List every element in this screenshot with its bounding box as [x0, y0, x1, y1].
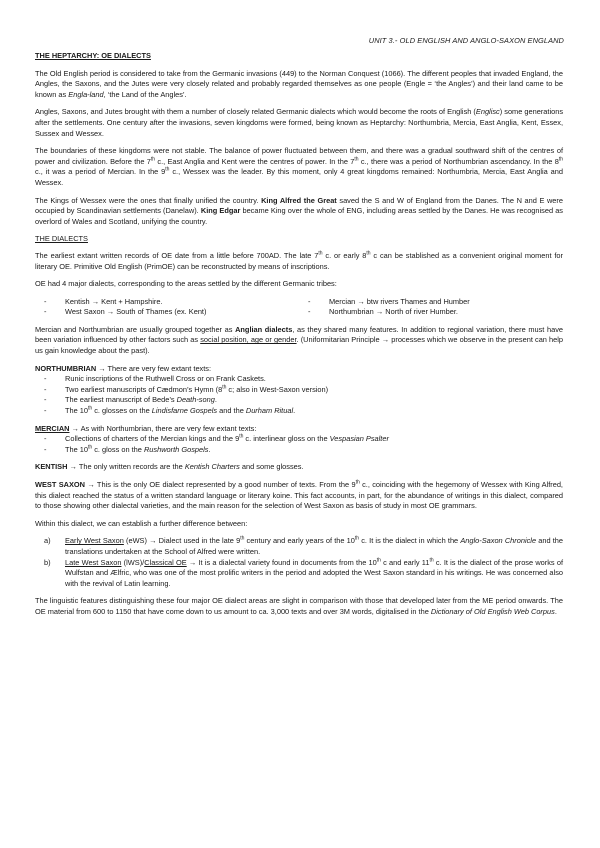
list-item: - Collections of charters of the Mercian kings and the 9th c. interlinear gloss on the Vespasian Psalter: [35, 434, 563, 445]
paragraph-four-dialects: OE had 4 major dialects, corresponding to the areas settled by the different Germanic tribes:: [35, 279, 337, 289]
paragraph-linguistic-features: The linguistic features distinguishing these four major OE dialect areas are slight in comparison with those that developed later from the ME period onwards. The OE material from 600 to 1150 that have come down to us amount to ca. 3,000 texts and over 3M words, digitalised in the Dictionary of Old English Web Corpus.: [35, 596, 563, 616]
paragraph-further-difference: Within this dialect, we can establish a further difference between:: [35, 518, 248, 528]
list-item: - Runic inscriptions of the Ruthwell Cross or on Frank Caskets.: [35, 374, 563, 385]
paragraph-boundaries: The boundaries of these kingdoms were not stable. The balance of power fluctuated between them, and there was a gradual southward shift of the centres of power and civilization. Before the 7th c., East Anglia and Kent were the centres of power. In the 7th c., there was a period of Northumbrian ascendancy. In the 8th c., it was a period of Mercian. In the 9th c., Wessex was the leader. By this moment, only 4 great kingdoms remained: Northumbria, Mercia, East Anglia and Wessex.: [35, 146, 563, 187]
list-item: - Two earliest manuscripts of Cædmon’s Hymn (8th c; also in West-Saxon version): [35, 385, 563, 396]
list-item: - Mercian → btw rivers Thames and Humber: [299, 297, 563, 308]
northumbrian-section: NORTHUMBRIAN → There are very few extant texts: - Runic inscriptions of the Ruthwell Cross or on Frank Caskets. - Two earliest manuscripts of Cædmon’s Hymn (8th c; also in West-Saxon version) - The earliest manuscript of Bede’s Death-song. - The 10th c. glosses on the Lindisfarne Gospels and the Durham Ritual.: [35, 364, 563, 417]
paragraph-dialect-roots: Angles, Saxons, and Jutes brought with them a number of closely related Germanic dialects which would become the roots of English (Englisc) some generations after the settlements. One century after the invasions, seven kingdoms were formed, being known as Heptarchy: Northumbria, Mercia, East Anglia, Kent, Essex, Sussex and Wessex.: [35, 107, 564, 138]
list-item: - Kentish → Kent + Hampshire.: [35, 297, 299, 308]
page-title: THE HEPTARCHY: OE DIALECTS: [35, 51, 151, 60]
list-item: - The 10th c. gloss on the Rushworth Gospels.: [35, 445, 563, 456]
paragraph-intro: The Old English period is considered to take from the Germanic invasions (449) to the Norman Conquest (1066). The different peoples that invaded England, the Angles, the Saxons, and the Jutes were very closely related and probably regarded themselves as one people (Engle = ‘the Angles’) and their land came to be known as Engla-land, ‘the Land of the Angles’.: [35, 68, 563, 99]
west-saxon-section: WEST SAXON → This is the only OE dialect represented by a good number of texts. From the 9th c., coinciding with the hegemony of Wessex with King Alfred, this dialect reached the status of a written standard language or literary koine. This fact accounts, in part, for the abundance of writings in this dialect, compared to those showing other dialectal varieties, and the main reason for the selection of West Saxon as basis of study in most OE grammars.: [35, 479, 563, 511]
paragraph-anglian: Mercian and Northumbrian are usually grouped together as Anglian dialects, as they shared many features. In addition to regional variation, there must have been variation influenced by other factors such as social position, age or gender. (Uniformitarian Principle → processes which we observe in the present can help us gain knowledge about the past).: [35, 324, 563, 356]
unit-header: UNIT 3.- OLD ENGLISH AND ANGLO-SAXON ENGLAND: [368, 36, 564, 45]
document-page: [35, 34, 563, 625]
list-item: b) Late West Saxon (lWS)/Classical OE → It is a dialectal variety found in documents from the 10th c and early 11th c. It is the dialect of the prose works of Wulfstan and Ælfric, who was one of the most prolific writers in the period and adopted the West Saxon standard in his writings. He was concerned also with the revival of Latin learning.: [44, 557, 563, 588]
list-item: a) Early West Saxon (eWS) → Dialect used in the late 9th century and early years of the 10th c. It is the dialect in which the Anglo-Saxon Chronicle and the translations undertaken at the School of Alfred were written.: [44, 535, 564, 556]
dialects-heading: THE DIALECTS: [35, 234, 88, 244]
west-saxon-varieties: [35, 536, 563, 589]
paragraph-kings: The Kings of Wessex were the ones that finally unified the country. King Alfred the Great saved the S and W of England from the Danes. The N and E were occupied by Scandinavian settlements (Danelaw). King Edgar became King over the whole of ENG, including areas settled by the Danes. He was recognised as overlord of Wales and Scotland, unifying the country.: [35, 195, 564, 226]
kentish-section: KENTISH → The only written records are the Kentish Charters and some glosses.: [35, 462, 304, 472]
list-item: - The earliest manuscript of Bede’s Death-song.: [35, 395, 563, 406]
mercian-section: MERCIAN → As with Northumbrian, there are very few extant texts: - Collections of charters of the Mercian kings and the 9th c. interlinear gloss on the Vespasian Psalter - The 10th c. gloss on the Rushworth Gospels.: [35, 424, 563, 456]
list-item: - Northumbrian → North of river Humber.: [299, 307, 563, 318]
list-item: - West Saxon → South of Thames (ex. Kent): [35, 307, 299, 318]
paragraph-earliest-records: The earliest extant written records of OE date from a little before 700AD. The late 7th c. or early 8th c can be stablished as a convenient original moment for literary OE. Primitive Old English (PrimOE) can be reconstructed by means of inscriptions.: [35, 250, 563, 271]
dialect-list: [35, 297, 563, 318]
list-item: - The 10th c. glosses on the Lindisfarne Gospels and the Durham Ritual.: [35, 406, 563, 417]
